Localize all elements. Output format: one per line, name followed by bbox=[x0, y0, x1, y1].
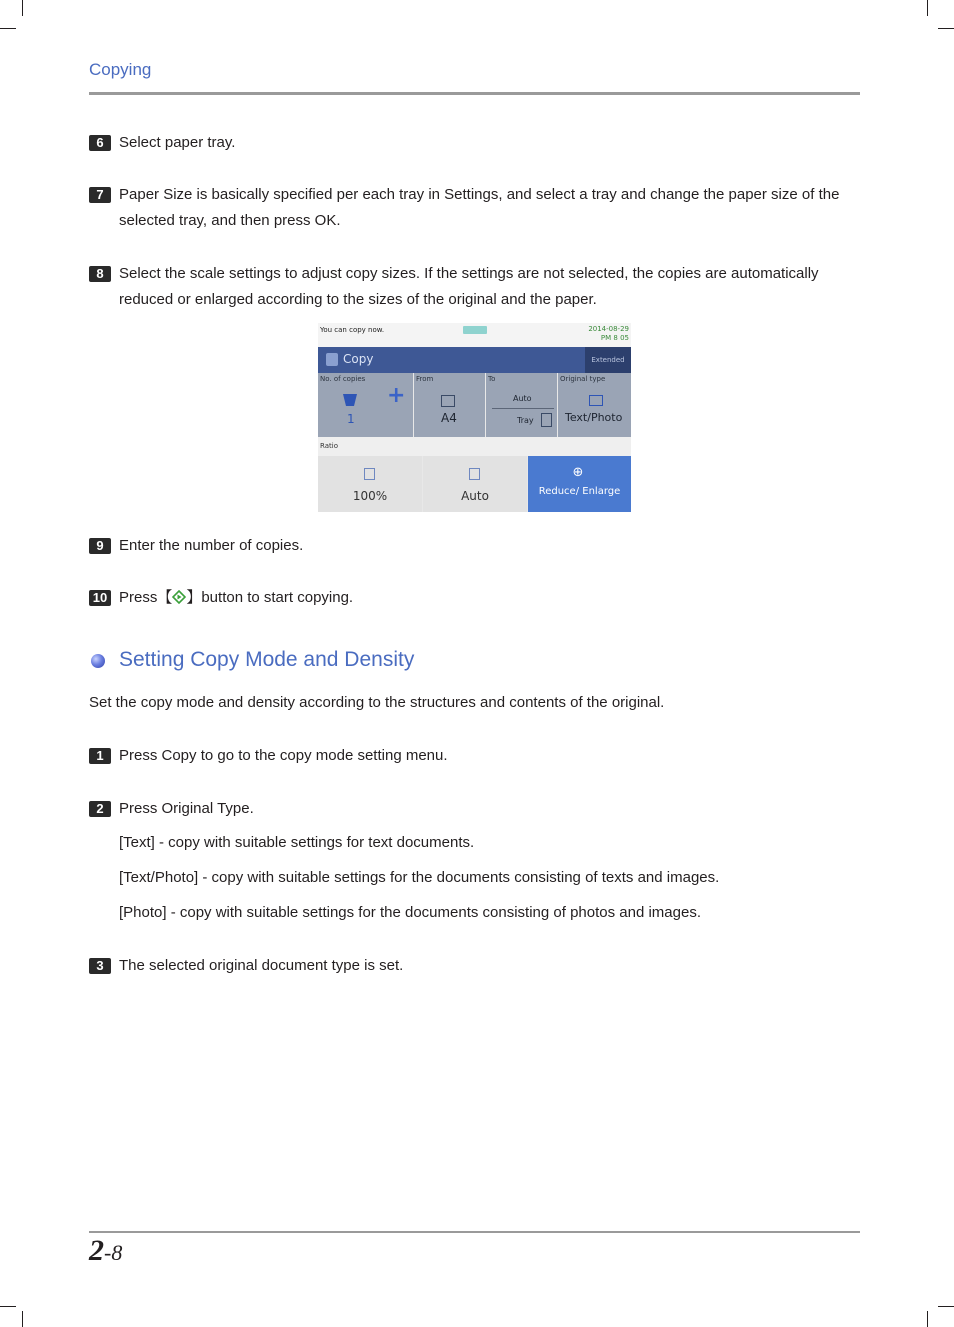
original-type-photo: [Photo] - copy with suitable settings for the documents consisting of photos and images. bbox=[119, 904, 701, 921]
tray-icon bbox=[541, 413, 552, 427]
section-title: Setting Copy Mode and Density bbox=[119, 648, 415, 671]
footer-rule bbox=[89, 1231, 860, 1233]
original-type-cell bbox=[558, 373, 631, 437]
to-auto: Auto bbox=[513, 394, 532, 403]
step-text: The selected original document type is set. bbox=[119, 957, 404, 974]
step-number: 8 bbox=[89, 266, 111, 282]
crop-mark bbox=[938, 28, 954, 29]
crop-mark bbox=[938, 1306, 954, 1307]
paper-icon bbox=[441, 395, 455, 407]
running-head: Copying bbox=[89, 60, 152, 79]
ratio-auto-button bbox=[423, 456, 527, 512]
step-number: 9 bbox=[89, 538, 111, 554]
section-intro: Set the copy mode and density according to the structures and contents of the original. bbox=[89, 694, 665, 711]
status-message: You can copy now. bbox=[320, 326, 385, 334]
page-number bbox=[89, 1234, 122, 1268]
status-bar bbox=[318, 323, 631, 347]
chapter-number: 2 bbox=[89, 1234, 104, 1267]
step-text: Select the scale settings to adjust copy sizes. If the settings are not selected, the copies are automatically reduced or enlarged according to the sizes of the original and the paper. bbox=[119, 265, 819, 308]
step-8 bbox=[89, 261, 860, 313]
start-button-icon bbox=[172, 590, 186, 604]
crop-mark bbox=[927, 0, 928, 16]
copies-icon bbox=[342, 393, 358, 407]
step-number: 2 bbox=[89, 801, 111, 817]
ratio-label: Ratio bbox=[320, 442, 338, 450]
step-text-after: 】button to start copying. bbox=[186, 589, 354, 606]
step-text: Enter the number of copies. bbox=[119, 537, 304, 554]
step-number: 1 bbox=[89, 748, 111, 764]
copies-label: No. of copies bbox=[320, 375, 366, 383]
step-9 bbox=[89, 533, 860, 559]
step-7 bbox=[89, 182, 860, 234]
copy-title: Copy bbox=[343, 352, 374, 366]
copy-title-bar bbox=[318, 347, 631, 373]
extended-button: Extended bbox=[585, 347, 631, 373]
step-text: Select paper tray. bbox=[119, 134, 236, 151]
step-number: 10 bbox=[89, 590, 111, 606]
date-time bbox=[588, 325, 629, 343]
time: PM 8 05 bbox=[600, 334, 629, 342]
from-label: From bbox=[416, 375, 434, 383]
copy-app-icon bbox=[326, 353, 338, 366]
magnifier-plus-icon: ⊕ bbox=[572, 465, 584, 480]
to-tray: Tray bbox=[517, 416, 534, 425]
ratio-reduce-enlarge-label: Reduce/ Enlarge bbox=[538, 486, 621, 497]
step-text: Press Original Type. bbox=[119, 800, 254, 817]
to-label: To bbox=[488, 375, 496, 383]
page-icon bbox=[364, 468, 375, 480]
step-3 bbox=[89, 953, 860, 979]
ratio-reduce-enlarge-button bbox=[528, 456, 631, 512]
to-cell bbox=[486, 373, 557, 437]
header-rule bbox=[89, 92, 860, 95]
ratio-100-button bbox=[318, 456, 422, 512]
page-in-chapter: -8 bbox=[104, 1240, 123, 1265]
ratio-auto-label: Auto bbox=[461, 489, 489, 503]
crop-mark bbox=[22, 1311, 23, 1327]
original-type-label: Original type bbox=[560, 375, 606, 383]
step-number: 6 bbox=[89, 135, 111, 151]
crop-mark bbox=[0, 28, 16, 29]
ratio-100-label: 100% bbox=[352, 489, 388, 503]
step-text: Paper Size is basically specified per each tray in Settings, and select a tray and change the paper size of the selected tray, and then press OK. bbox=[119, 186, 840, 229]
bullet-sphere-icon bbox=[91, 654, 105, 668]
step-text: Press Copy to go to the copy mode setting menu. bbox=[119, 747, 448, 764]
original-type-value: Text/Photo bbox=[565, 411, 623, 424]
copies-value: 1 bbox=[347, 412, 355, 426]
step-text-before: Press【 bbox=[119, 589, 173, 606]
step-10 bbox=[89, 585, 860, 611]
step-2 bbox=[89, 796, 860, 822]
original-type-text-photo: [Text/Photo] - copy with suitable settings for the documents consisting of texts and images. bbox=[119, 869, 720, 886]
step-6 bbox=[89, 130, 860, 156]
original-type-text: [Text] - copy with suitable settings for text documents. bbox=[119, 834, 475, 851]
step-1 bbox=[89, 743, 860, 769]
document-icon bbox=[589, 395, 603, 406]
fit-icon bbox=[469, 468, 480, 480]
plus-icon: + bbox=[387, 383, 406, 408]
to-divider bbox=[492, 408, 554, 409]
step-number: 3 bbox=[89, 958, 111, 974]
crop-mark bbox=[0, 1306, 16, 1307]
step-text bbox=[119, 585, 860, 611]
pull-down-handle bbox=[463, 326, 487, 334]
from-cell bbox=[414, 373, 485, 437]
crop-mark bbox=[927, 1311, 928, 1327]
date: 2014-08-29 bbox=[588, 325, 629, 333]
copy-screen-figure bbox=[318, 323, 631, 512]
crop-mark bbox=[22, 0, 23, 16]
step-number: 7 bbox=[89, 187, 111, 203]
from-value: A4 bbox=[441, 411, 457, 425]
ratio-bar bbox=[318, 437, 631, 456]
